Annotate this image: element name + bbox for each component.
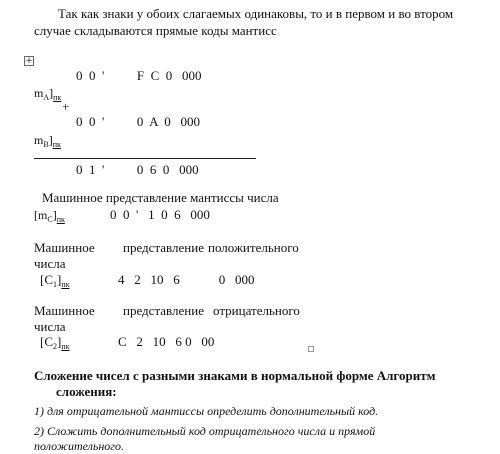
sum-code: 0 1 ' 0 6 0 000 bbox=[76, 162, 199, 177]
operand-a-code: 0 0 ' F C 0 000 bbox=[76, 68, 202, 83]
c1-heading-c: положительного bbox=[208, 240, 299, 255]
c1-heading-b: представление bbox=[123, 240, 204, 255]
c1-label: $[C_1]_{пк}$ bbox=[40, 272, 70, 289]
c2-heading-b: представление bbox=[123, 303, 204, 318]
intro-line-1: Так как знаки у обоих слагаемых одинаковы, то и в первом и во втором bbox=[58, 6, 454, 21]
sum-divider bbox=[34, 158, 256, 159]
c2-value: C 2 10 6 0 00 bbox=[118, 334, 215, 349]
c2-heading-c: отрицательного bbox=[213, 303, 300, 318]
c2-label: $[C_2]_{пк}$ bbox=[40, 334, 70, 351]
plus-sign: + bbox=[62, 99, 70, 114]
mc-heading: Машинное представление мантиссы числа bbox=[42, 190, 279, 205]
step-2-line-1: 2) Сложить дополнительный код отрицательного числа и прямой bbox=[34, 424, 376, 438]
section-title-line-2: сложения: bbox=[56, 384, 117, 399]
operand-b-label: $m_B]_{пк}$ bbox=[34, 133, 61, 149]
c1-value: 4 2 10 6 0 000 bbox=[118, 272, 255, 287]
intro-line-2: случае складываются прямые коды мантисс bbox=[34, 23, 277, 38]
operand-a-label: $m_A]_{пк}$ bbox=[34, 86, 62, 102]
c1-heading-a: Машинное bbox=[34, 240, 95, 255]
mc-label: $[m_C]_{пк}$ bbox=[34, 208, 65, 224]
step-1: 1) для отрицательной мантиссы определить дополнительный код. bbox=[34, 404, 379, 418]
move-handle-icon[interactable]: + bbox=[25, 56, 33, 66]
paragraph-marker bbox=[308, 346, 314, 352]
c2-heading-d: числа bbox=[34, 319, 66, 334]
c1-heading-d: числа bbox=[34, 256, 66, 271]
mc-value: 0 0 ' 1 0 6 000 bbox=[110, 207, 210, 222]
operand-b-code: 0 0 ' 0 A 0 000 bbox=[76, 114, 201, 129]
step-2-line-2: положительного. bbox=[34, 439, 124, 453]
c2-heading-a: Машинное bbox=[34, 303, 95, 318]
section-title-line-1: Сложение чисел с разными знаками в нормальной форме Алгоритм bbox=[34, 368, 436, 383]
